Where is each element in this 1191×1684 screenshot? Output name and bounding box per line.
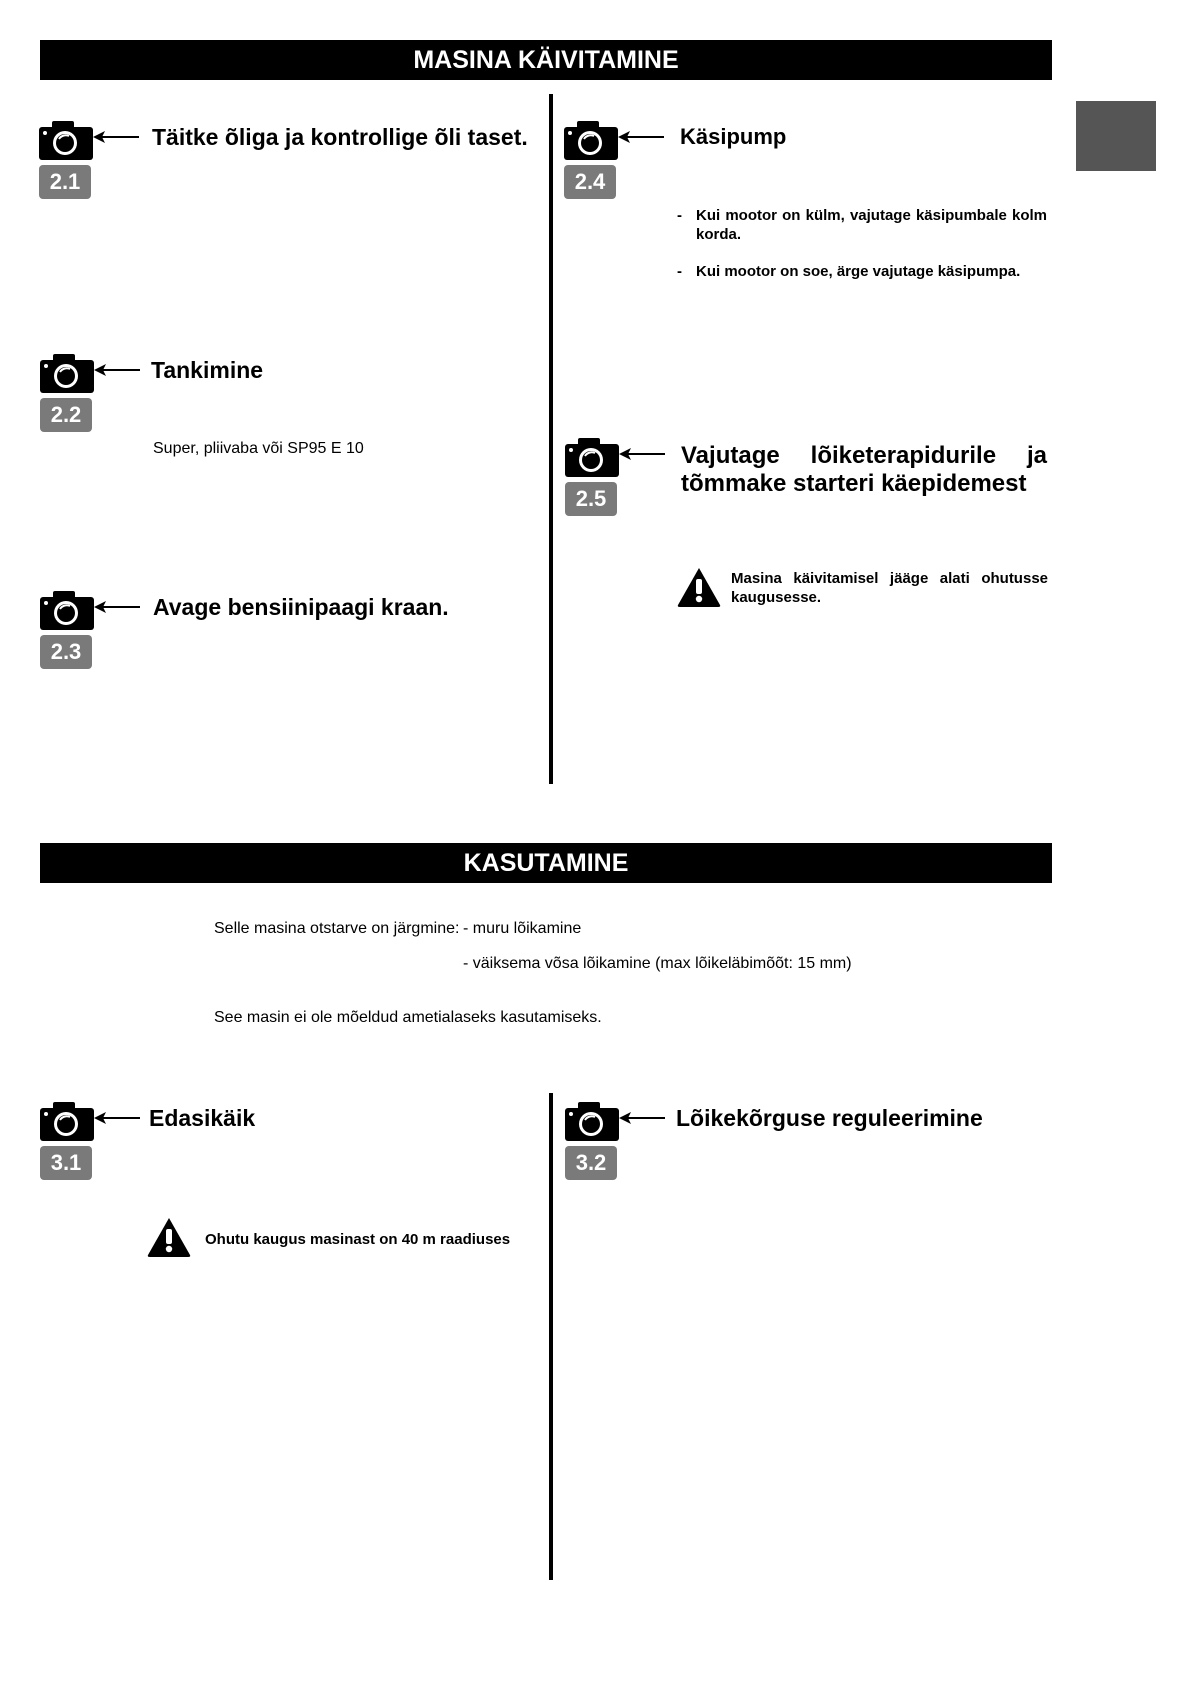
bullet-item: - Kui mootor on külm, vajutage käsipumbale kolm korda. (677, 207, 1047, 243)
warning-text: Masina käivitamisel jääge alati ohutusse kaugusesse. (731, 570, 1048, 606)
step-title: Täitke õliga ja kontrollige õli taset. (152, 124, 528, 150)
step-title (681, 442, 1047, 498)
column-divider-bottom (549, 1093, 553, 1580)
camera-icon (564, 121, 618, 161)
step-badge: 2.1 (39, 165, 91, 199)
step-title: Lõikekõrguse reguleerimine (676, 1105, 983, 1131)
arrow-left-icon (94, 600, 140, 614)
purpose-item: - väiksema võsa lõikamine (max lõikeläbimõõt: 15 mm) (463, 955, 852, 972)
section-title-start: MASINA KÄIVITAMINE (413, 45, 679, 74)
step-title: Edasikäik (149, 1105, 256, 1131)
arrow-left-icon (619, 447, 665, 461)
warning-triangle-icon (677, 567, 721, 607)
arrow-left-icon (618, 130, 664, 144)
camera-icon (40, 1102, 94, 1142)
arrow-left-icon (93, 130, 139, 144)
bullet-text: Kui mootor on soe, ärge vajutage käsipumpa. (696, 263, 1021, 280)
step-badge: 3.1 (40, 1146, 92, 1180)
camera-icon (39, 121, 93, 161)
step-badge: 2.5 (565, 482, 617, 516)
arrow-left-icon (94, 363, 140, 377)
chapter-tab (1076, 101, 1156, 171)
camera-icon (565, 438, 619, 478)
camera-icon (40, 591, 94, 631)
step-badge: 2.3 (40, 635, 92, 669)
step-title: Käsipump (680, 124, 787, 149)
title-word: ja (1026, 442, 1047, 469)
camera-icon (565, 1102, 619, 1142)
step-badge: 2.4 (564, 165, 616, 199)
title-word: lõiketerapidurile (810, 442, 997, 469)
bullet-text: Kui mootor on külm, vajutage käsipumbale kolm korda. (696, 207, 1047, 243)
bullet-item: - Kui mootor on soe, ärge vajutage käsipumpa. (677, 262, 1047, 284)
title-line: tõmmake starteri käepidemest (681, 470, 1027, 497)
step-badge: 2.2 (40, 398, 92, 432)
arrow-left-icon (619, 1111, 665, 1125)
warning-text: Ohutu kaugus masinast on 40 m raadiuses (205, 1231, 511, 1248)
step-badge: 3.2 (565, 1146, 617, 1180)
section-title-use: KASUTAMINE (463, 848, 629, 877)
disclaimer: See masin ei ole mõeldud ametialaseks kasutamiseks. (214, 1009, 602, 1026)
step-title: Tankimine (151, 357, 264, 383)
purpose-label: Selle masina otstarve on järgmine: (214, 920, 460, 937)
section-banner-start (40, 40, 1052, 80)
camera-icon (40, 354, 94, 394)
step-title: Avage bensiinipaagi kraan. (153, 594, 449, 620)
column-divider-top (549, 94, 553, 784)
warning-triangle-icon (147, 1217, 191, 1257)
purpose-item: - muru lõikamine (463, 920, 582, 937)
title-word: Vajutage (681, 442, 780, 469)
arrow-left-icon (94, 1111, 140, 1125)
section-banner-use (40, 843, 1052, 883)
fuel-note: Super, pliivaba või SP95 E 10 (153, 440, 364, 457)
